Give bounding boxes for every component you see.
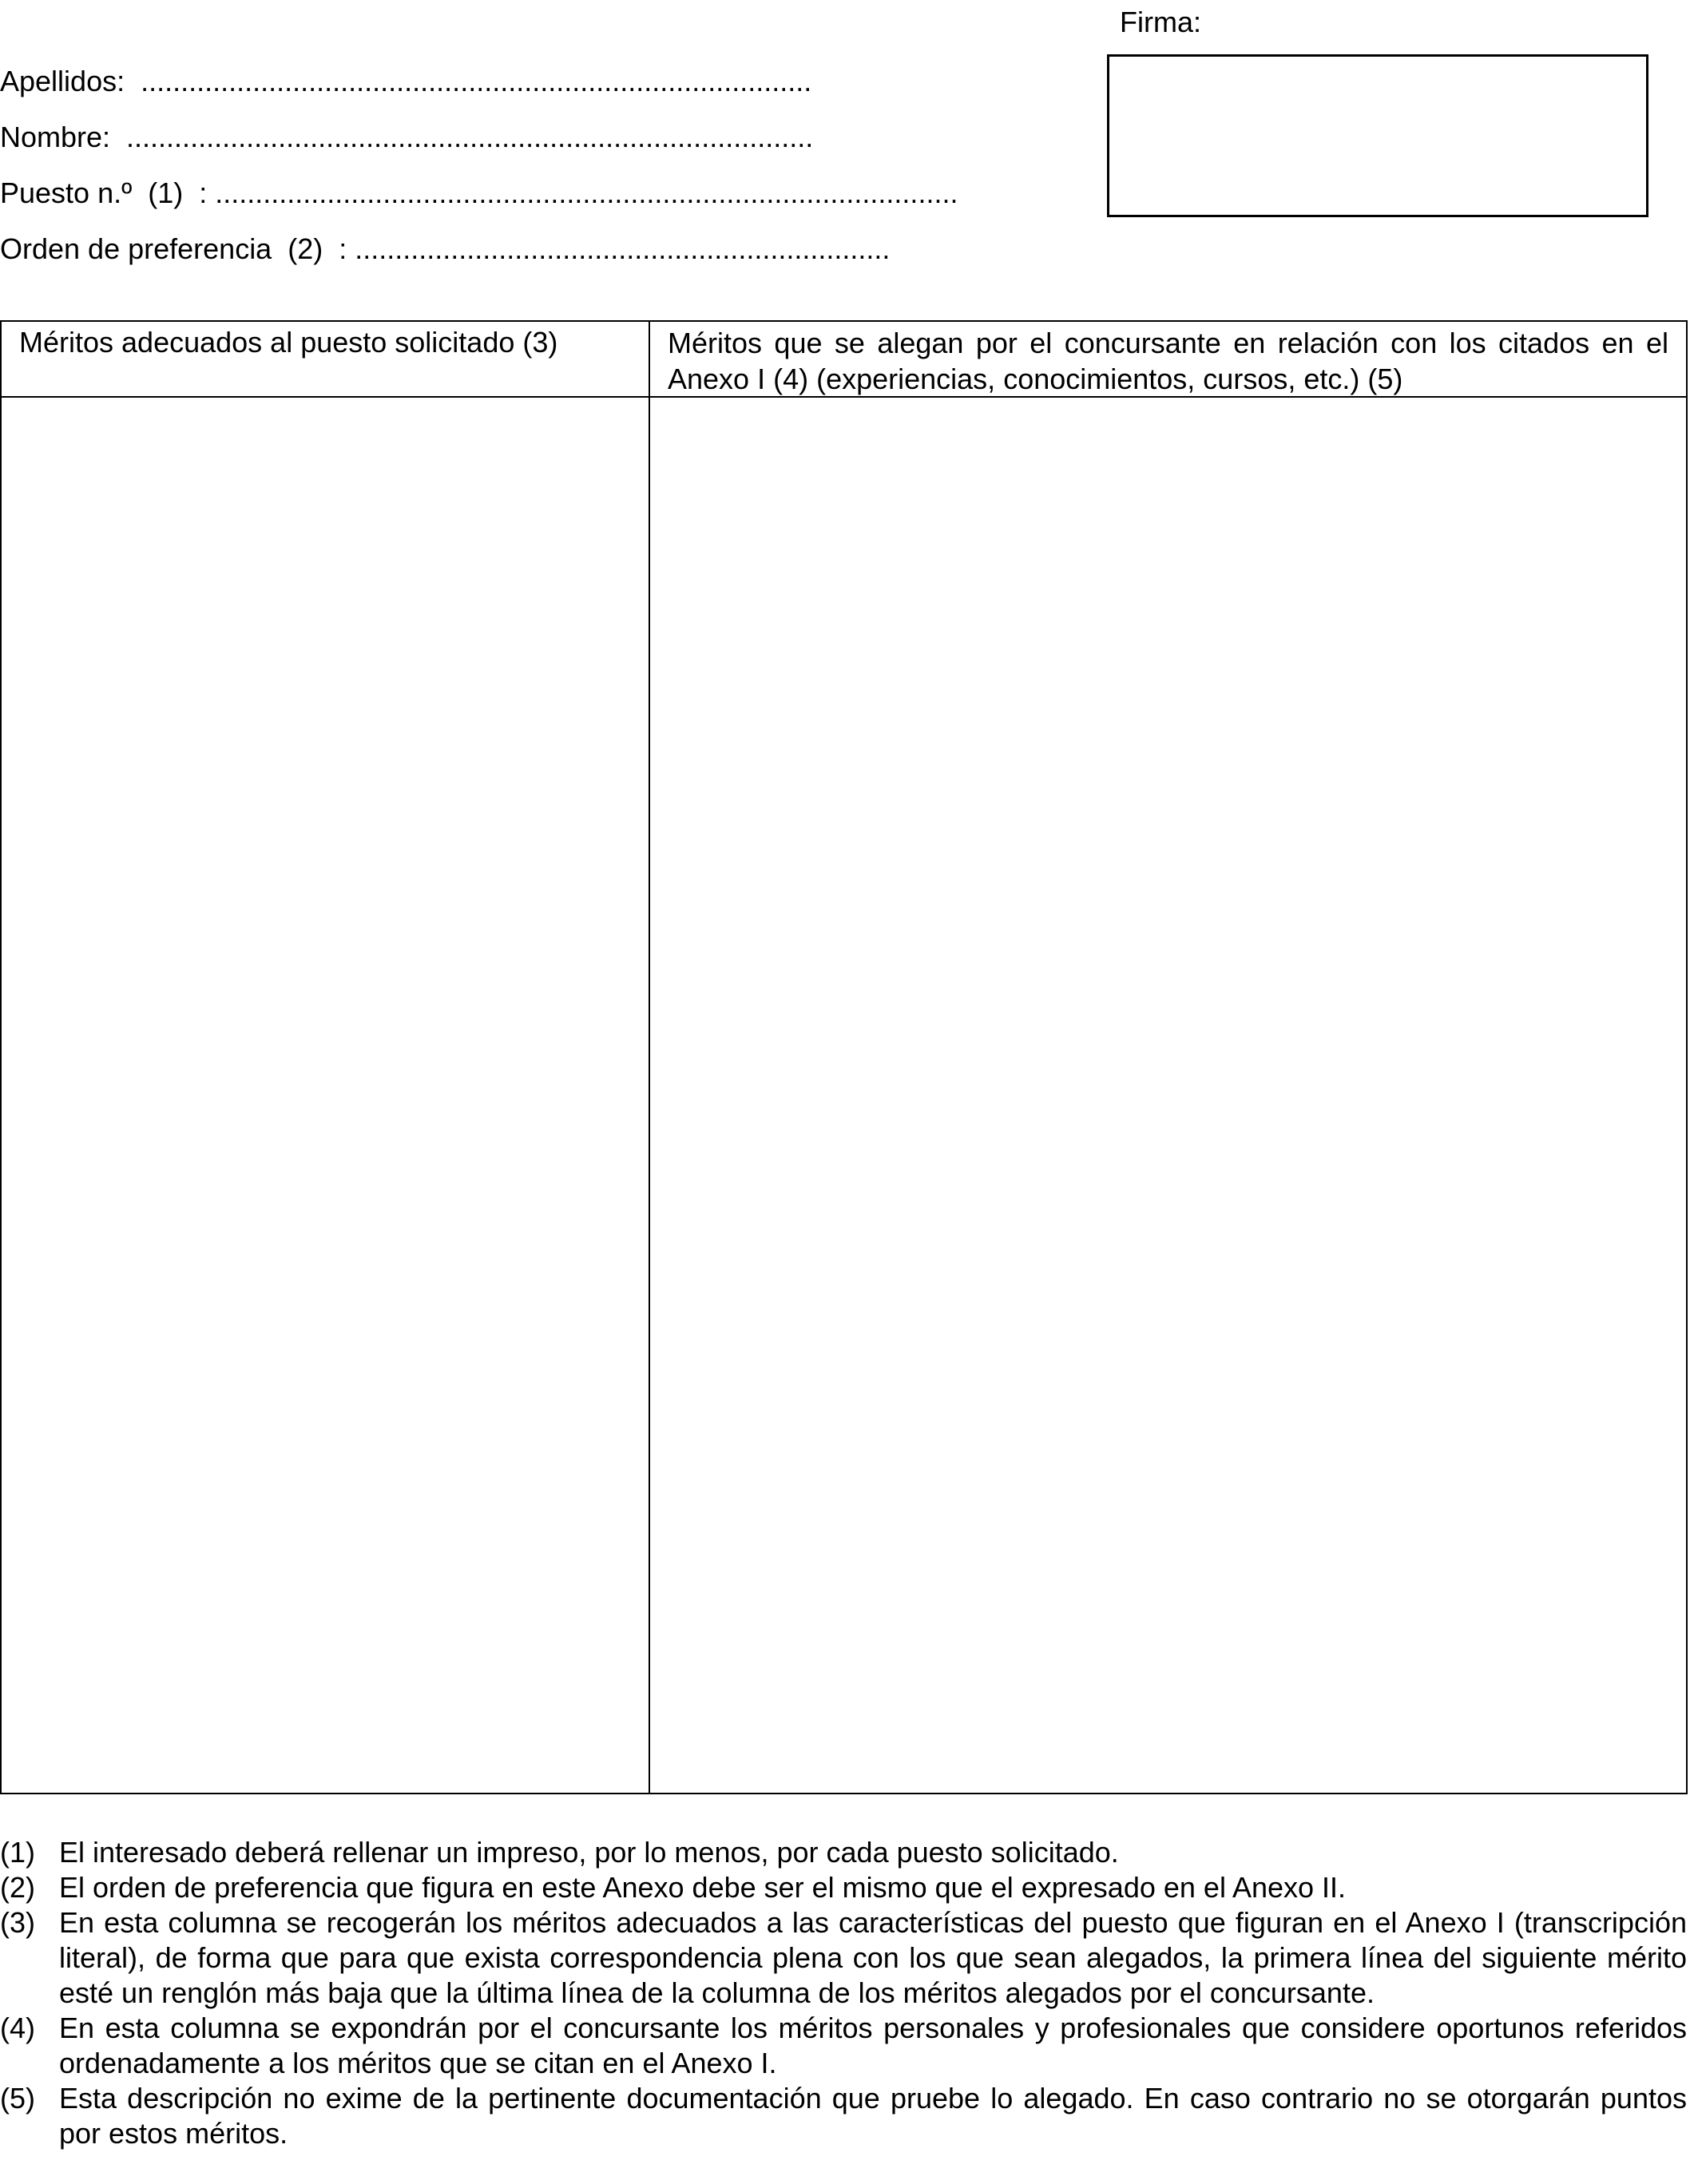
footnote-text: Esta descripción no exime de la pertinente documentación que pruebe lo alegado. En caso contrario no se otorgarán puntos por estos méritos. bbox=[59, 2082, 1687, 2150]
nombre-label: Nombre: bbox=[0, 121, 127, 153]
orden-preferencia-label: Orden de preferencia (2) : bbox=[0, 232, 355, 265]
puesto-dotted-line[interactable]: ............................................................................................. bbox=[215, 176, 958, 209]
footnote-number: (5) bbox=[0, 2082, 35, 2115]
footnote-text: El orden de preferencia que figura en este Anexo debe ser el mismo que el expresado en el Anexo II. bbox=[59, 1871, 1347, 1904]
firma-signature-box[interactable] bbox=[1107, 54, 1648, 217]
footnote-text: El interesado deberá rellenar un impreso, por lo menos, por cada puesto solicitado. bbox=[59, 1836, 1119, 1869]
meritos-table bbox=[0, 320, 1688, 1794]
footnote-number: (2) bbox=[0, 1871, 35, 1904]
apellidos-label: Apellidos: bbox=[0, 65, 141, 97]
footnote-1 bbox=[0, 1835, 1687, 1870]
firma-label: Firma: bbox=[1120, 6, 1201, 38]
puesto-label: Puesto n.º (1) : bbox=[0, 176, 216, 209]
nombre-field[interactable] bbox=[0, 121, 813, 153]
puesto-field[interactable] bbox=[0, 177, 958, 209]
footnote-number: (3) bbox=[0, 1906, 35, 1939]
footnote-5 bbox=[0, 2081, 1687, 2151]
footnote-number: (1) bbox=[0, 1836, 35, 1869]
footnote-text: En esta columna se expondrán por el concursante los méritos personales y profesionales que considere oportunos referidos ordenadamente a los méritos que se citan en el Anexo I. bbox=[59, 2012, 1687, 2079]
meritos-adecuados-cell[interactable] bbox=[2, 398, 649, 1793]
orden-preferencia-dotted-line[interactable]: ................................................................... bbox=[355, 232, 891, 265]
footnote-4 bbox=[0, 2011, 1687, 2081]
footnote-number: (4) bbox=[0, 2012, 35, 2044]
footnote-text: En esta columna se recogerán los méritos adecuados a las características del puesto que figuran en el Anexo I (transcripción literal), de forma que para que exista correspondencia plena con los que sean alegados, la primera línea del siguiente mérito esté un renglón más baja que la última línea de la columna de los méritos alegados por el concursante. bbox=[59, 1906, 1687, 2009]
nombre-dotted-line[interactable]: ...................................................................................... bbox=[126, 121, 814, 153]
meritos-alegados-cell[interactable] bbox=[650, 398, 1686, 1793]
column-header-meritos-adecuados: Méritos adecuados al puesto solicitado (3) bbox=[19, 326, 558, 359]
footnote-3 bbox=[0, 1905, 1687, 2011]
footnote-2 bbox=[0, 1870, 1687, 1905]
column-header-meritos-alegados: Méritos que se alegan por el concursante en relación con los citados en el Anexo I (4) (experiencias, conocimientos, cursos, etc.) (5) bbox=[668, 327, 1668, 395]
apellidos-field[interactable] bbox=[0, 65, 811, 97]
footnotes bbox=[0, 1835, 1687, 2151]
apellidos-dotted-line[interactable]: .................................................................................... bbox=[141, 65, 812, 97]
orden-preferencia-field[interactable] bbox=[0, 233, 890, 265]
